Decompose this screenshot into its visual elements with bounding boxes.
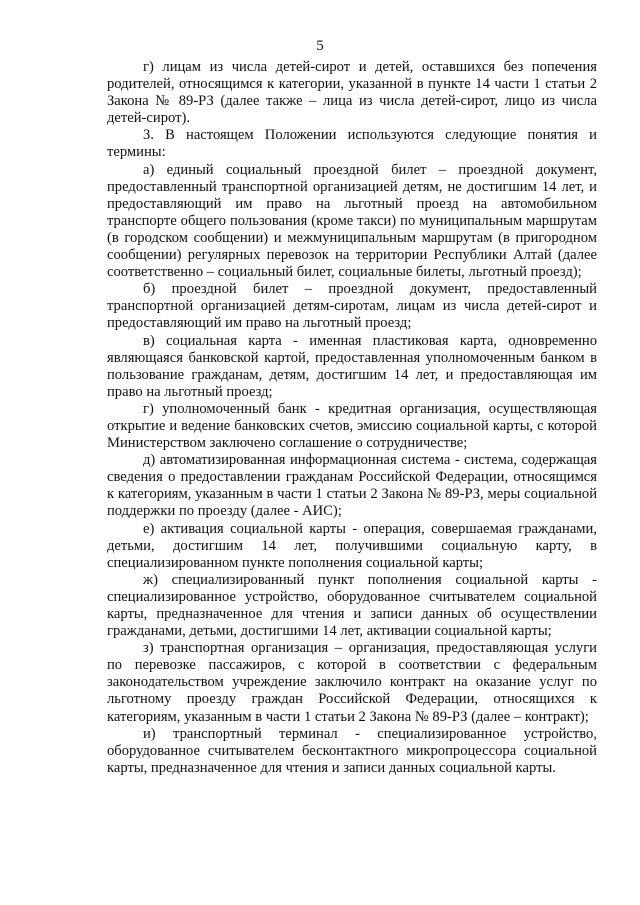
paragraph-section-3-intro: 3. В настоящем Положении используются следующие понятия и термины: bbox=[107, 127, 597, 161]
paragraph-term-travel-ticket: б) проездной билет – проездной документ, предоставленный транспортной организацией детям-сиротам, лицам из числа детей-сирот и предоставляющий им право на льготный проезд; bbox=[107, 281, 597, 332]
paragraph-term-card-activation: е) активация социальной карты - операция, совершаемая гражданами, детьми, достигшим 14 лет, получившими социальную карту, в специализированном пункте пополнения социальной карты; bbox=[107, 520, 597, 571]
document-body bbox=[107, 59, 597, 777]
paragraph-term-transport-organization: з) транспортная организация – организация, предоставляющая услуги по перевозке пассажиров, с которой в соответствии с федеральным законодательством учреждение заключило контракт на оказание услуг по льготному проезду граждан Российской Федерации, относящихся к категориям, указанным в части 1 статьи 2 Закона № 89-РЗ (далее – контракт); bbox=[107, 640, 597, 725]
paragraph-term-ais: д) автоматизированная информационная система - система, содержащая сведения о предоставлении гражданам Российской Федерации, относящимся к категориям, указанным в части 1 статьи 2 Закона № 89-РЗ, меры социальной поддержки по проезду (далее - АИС); bbox=[107, 452, 597, 520]
paragraph-term-topup-point: ж) специализированный пункт пополнения социальной карты - специализированное устройство, оборудованное считывателем социальной карты, предназначенное для чтения и записи данных об осуществлении гражданами, детьми, достигшими 14 лет, активации социальной карты; bbox=[107, 571, 597, 640]
paragraph-term-social-ticket: а) единый социальный проездной билет – проездной документ, предоставленный транспортной организацией детям, не достигшим 14 лет, и предоставляющий им право на льготный проезд на автомобильном транспорте общего пользования (кроме такси) по муниципальным маршрутам (в городском сообщении) и межмуниципальным маршрутам (в пригородном сообщении) регулярных перевозок на территории Республики Алтай (далее соответственно – социальный билет, социальные билеты, льготный проезд); bbox=[107, 161, 597, 281]
paragraph-term-social-card: в) социальная карта - именная пластиковая карта, одновременно являющаяся банковской картой, предоставленная уполномоченным банком в пользование гражданам, детям, достигшим 14 лет, и предоставляющая им право на льготный проезд; bbox=[107, 332, 597, 400]
paragraph-term-transport-terminal: и) транспортный терминал - специализированное устройство, оборудованное считывателем бесконтактного микропроцессора социальной карты, предназначенное для чтения и записи данных социальной карты. bbox=[107, 725, 597, 776]
paragraph-term-authorized-bank: г) уполномоченный банк - кредитная организация, осуществляющая открытие и ведение банковских счетов, эмиссию социальной карты, с которой Министерством заключено соглашение о сотрудничестве; bbox=[107, 400, 597, 452]
paragraph-item-g-orphans: г) лицам из числа детей-сирот и детей, оставшихся без попечения родителей, относящимся к категории, указанной в пункте 14 части 1 статьи 2 Закона № 89-РЗ (далее также – лица из числа детей-сирот, лицо из числа детей-сирот). bbox=[107, 59, 597, 127]
page-number: 5 bbox=[316, 38, 324, 54]
